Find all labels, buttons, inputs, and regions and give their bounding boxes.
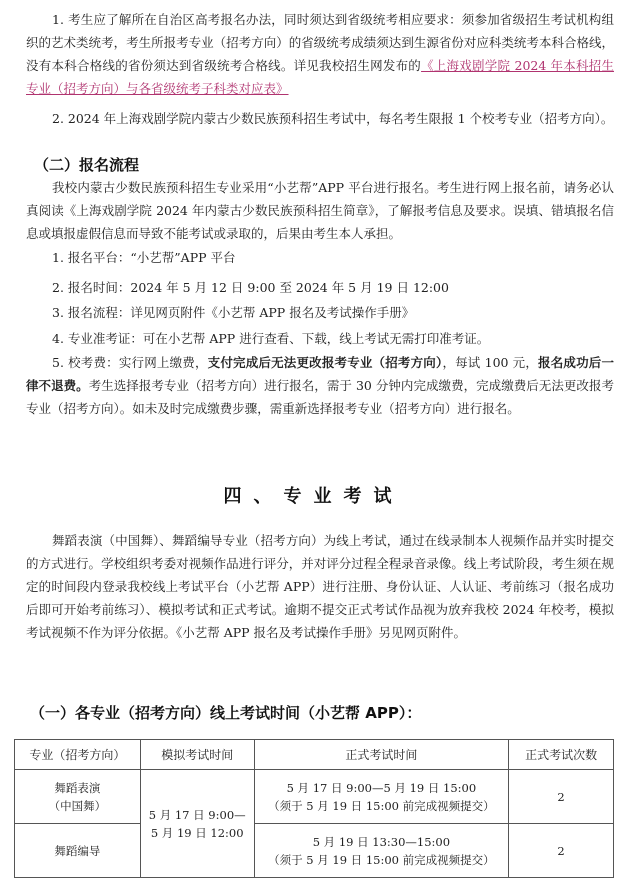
cell-major bbox=[15, 770, 141, 824]
formal-time-note: （须于 5 月 19 日 15:00 前完成视频提交） bbox=[268, 852, 495, 867]
step-fee-bold-b: 支付完成后无法更改报考专业（招考方向） bbox=[207, 355, 443, 370]
section-heading-registration: （二）报名流程 bbox=[34, 156, 140, 174]
header-major: 专业（招考方向） bbox=[15, 740, 141, 770]
step-fee-text-a: 5. 校考费：实行网上缴费， bbox=[52, 355, 208, 370]
step-process: 3. 报名流程：详见网页附件《小艺帮 APP 报名及考试操作手册》 bbox=[52, 305, 415, 320]
correspondence-table-link[interactable]: 《上海戏剧学院 2024 年本科招生专业（招考方向）与各省级统考子科类对应表》 bbox=[26, 58, 614, 96]
major-name: 舞蹈编导 bbox=[54, 843, 101, 858]
table-row bbox=[15, 770, 614, 824]
header-formal-time: 正式考试时间 bbox=[254, 740, 509, 770]
step-fee-text-c: ，每试 100 元， bbox=[442, 355, 539, 370]
step-fee bbox=[26, 351, 614, 420]
requirement-item-1-text: 1. 考生应了解所在自治区高考报名办法，同时须达到省级统考相应要求：须参加省级招生考试机构组织的艺术类统考，考生所报考专业（招考方向）的省级统考成绩须达到生源省份对应科类统考本科合格线，没有本科合格线的省份须达到省级统考合格线。详见我校招生网发布的 bbox=[26, 12, 614, 73]
formal-time-range: 5 月 17 日 9:00—5 月 19 日 15:00 bbox=[286, 780, 477, 795]
table-header-row bbox=[15, 740, 614, 770]
step-fee-bold-d: 报名成功后一律不退费。 bbox=[26, 355, 614, 393]
table-row bbox=[15, 824, 614, 878]
step-admission-ticket: 4. 专业准考证：可在小艺帮 APP 进行查看、下载，线上考试无需打印准考证。 bbox=[52, 331, 490, 346]
requirement-item-1 bbox=[26, 8, 614, 100]
cell-major bbox=[15, 824, 141, 878]
formal-time-range: 5 月 19 日 13:30—15:00 bbox=[312, 834, 451, 849]
requirement-item-2: 2. 2024 年上海戏剧学院内蒙古少数民族预科招生考试中，每名考生限报 1 个校考专业（招考方向）。 bbox=[52, 111, 614, 126]
chapter-title-professional-exam: 四、专业考试 bbox=[223, 486, 404, 507]
mock-time-end: 5 月 19 日 12:00 bbox=[150, 825, 244, 840]
cell-formal-count: 2 bbox=[509, 824, 614, 878]
cell-formal-time bbox=[254, 824, 509, 878]
mock-time-start: 5 月 17 日 9:00— bbox=[148, 807, 246, 822]
formal-time-note: （须于 5 月 19 日 15:00 前完成视频提交） bbox=[268, 798, 495, 813]
cell-mock-time bbox=[140, 770, 254, 878]
cell-formal-time bbox=[254, 770, 509, 824]
exam-schedule-table bbox=[14, 739, 614, 878]
step-platform: 1. 报名平台：“小艺帮”APP 平台 bbox=[52, 250, 236, 265]
header-formal-count: 正式考试次数 bbox=[509, 740, 614, 770]
registration-intro: 我校内蒙古少数民族预科招生专业采用“小艺帮”APP 平台进行报名。考生进行网上报名前，请务必认真阅读《上海戏剧学院 2024 年内蒙古少数民族预科招生简章》，了解报考信息及要求。误填、错填报名信息或填报虚假信息而导致不能考试或录取的，后果由考生本人承担。 bbox=[26, 180, 614, 241]
major-direction: （中国舞） bbox=[48, 798, 107, 813]
header-mock-time: 模拟考试时间 bbox=[140, 740, 254, 770]
major-name: 舞蹈表演 bbox=[54, 780, 101, 795]
professional-exam-description: 舞蹈表演（中国舞）、舞蹈编导专业（招考方向）为线上考试，通过在线录制本人视频作品并实时提交的方式进行。学校组织考委对视频作品进行评分，并对评分过程全程录音录像。线上考试阶段，考生须在规定的时间段内登录我校线上考试平台（小艺帮 APP）进行注册、身份认证、人认证、考前练习（报名成功后即可开始考前练习）、模拟考试和正式考试。逾期不提交正式考试作品视为放弃我校 2024 年校考，模拟考试视频不作为评分依据。《小艺帮 APP 报名及考试操作手册》另见网页附件。 bbox=[26, 533, 614, 640]
exam-time-heading: （一）各专业（招考方向）线上考试时间（小艺帮 APP）： bbox=[30, 704, 422, 722]
step-fee-text-e: 考生选择报考专业（招考方向）进行报名，需于 30 分钟内完成缴费，完成缴费后无法更改报考专业（招考方向）。如未及时完成缴费步骤，需重新选择报考专业（招考方向）进行报名。 bbox=[26, 378, 614, 416]
step-time: 2. 报名时间：2024 年 5 月 12 日 9:00 至 2024 年 5 月 19 日 12:00 bbox=[52, 280, 449, 295]
cell-formal-count: 2 bbox=[509, 770, 614, 824]
